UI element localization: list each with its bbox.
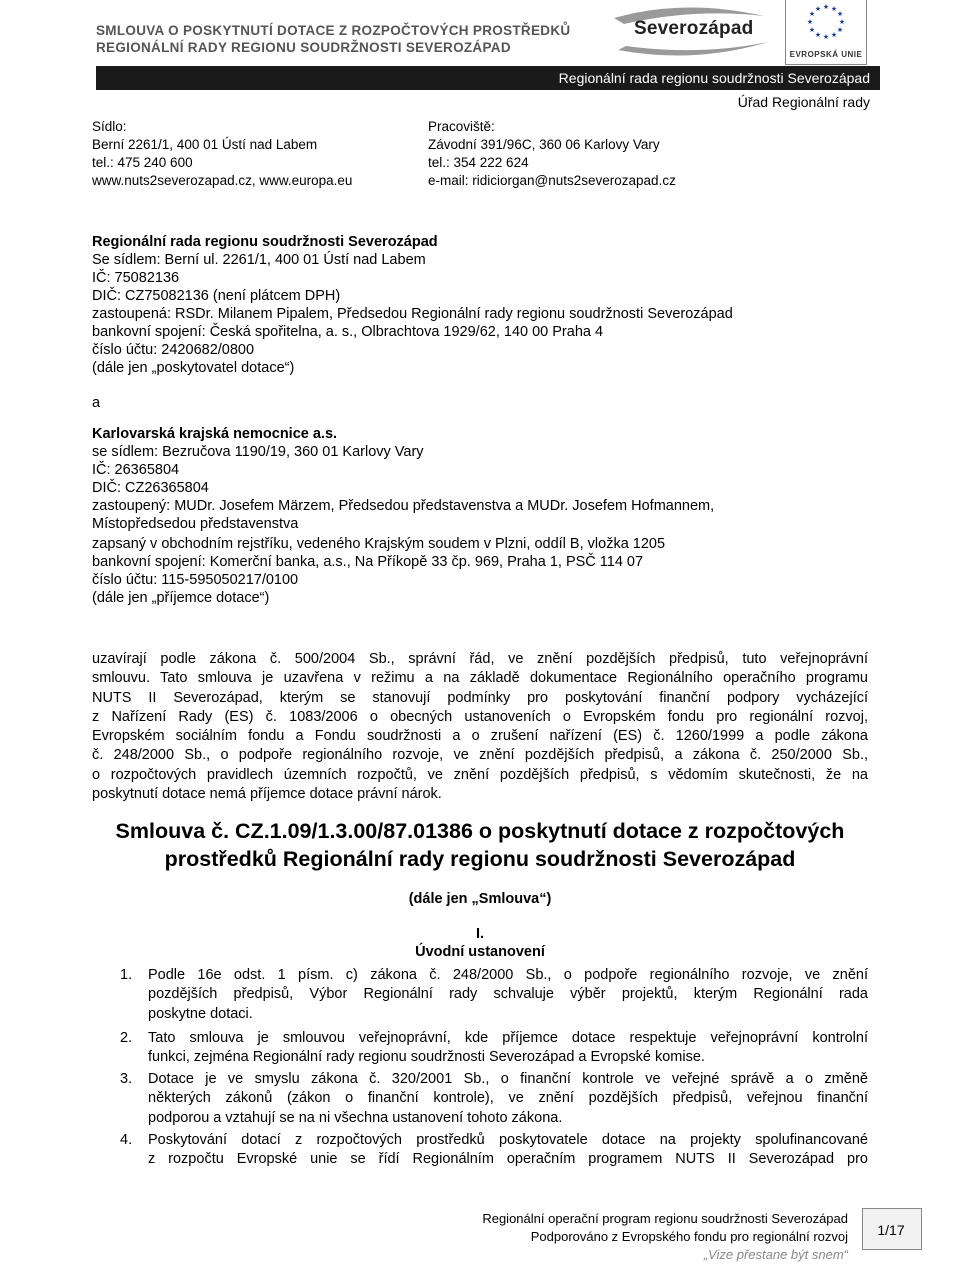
list-item-line: některých zákonů (zákon o finanční kontrole), ve znění pozdějších předpisů, veřejnou finanční: [148, 1090, 868, 1107]
party2-ic: IČ: 26365804: [92, 462, 180, 478]
logo-text: Severozápad: [634, 18, 754, 39]
list-item: [120, 1070, 868, 1130]
svg-text:★: ★: [808, 10, 816, 18]
contract-alias: (dále jen „Smlouva“): [408, 891, 552, 907]
page-footer: [482, 1210, 848, 1264]
list-item-line: poskytne dotaci.: [148, 1005, 253, 1022]
list-item-number: 4.: [120, 1132, 133, 1148]
svg-text:★: ★: [830, 31, 838, 39]
party1-rep: zastoupená: RSDr. Milanem Pipalem, Předsedou Regionální rady regionu soudržnosti Severozápad: [92, 306, 733, 322]
intro-line: z Nařízení Rady (ES) č. 1083/2006 o obecných ustanoveních o Evropském fondu pro regionální rozvoj,: [92, 708, 868, 725]
party1-seat: Se sídlem: Berní ul. 2261/1, 400 01 Ústí nad Labem: [92, 252, 426, 268]
list-item-number: 3.: [120, 1071, 133, 1087]
svg-text:★: ★: [836, 26, 844, 34]
svg-text:★: ★: [814, 31, 822, 39]
list-item-line: podporou a vztahují se na ni všechna ustanovení tohoto zákona.: [148, 1109, 563, 1126]
svg-text:★: ★: [808, 26, 816, 34]
party1-ic: IČ: 75082136: [92, 270, 180, 286]
contact-left: [92, 118, 352, 190]
svg-text:★: ★: [822, 3, 830, 11]
document-header-title: [96, 22, 570, 56]
footer-fund: Podporováno z Evropského fondu pro regionální rozvoj: [530, 1229, 848, 1244]
party1-dic: DIČ: CZ75082136 (není plátcem DPH): [92, 288, 341, 304]
contact-left-label: Sídlo:: [92, 119, 127, 134]
svg-text:★: ★: [836, 10, 844, 18]
party2-account: číslo účtu: 115-595050217/0100: [92, 572, 299, 588]
party2-register: zapsaný v obchodním rejstříku, vedeného Krajským soudem v Plzni, oddíl B, vložka 1205: [92, 536, 666, 552]
office-label: Úřad Regionální rady: [737, 94, 870, 110]
intro-line: Evropském sociálním fondu a Fondu soudržnosti a o zrušení nařízení (ES) č. 1260/1999 a podle zákona: [92, 728, 868, 745]
header-title-line1: SMLOUVA O POSKYTNUTÍ DOTACE Z ROZPOČTOVÝCH PROSTŘEDKŮ: [96, 23, 571, 38]
contract-title-line1: Smlouva č. CZ.1.09/1.3.00/87.01386 o poskytnutí dotace z rozpočtových: [115, 819, 845, 843]
svg-text:★: ★: [830, 5, 838, 13]
eu-label: EVROPSKÁ UNIE: [789, 50, 863, 59]
eu-stars-icon: [786, 0, 866, 48]
contact-left-phone: tel.: 475 240 600: [92, 155, 193, 170]
party1-name: Regionální rada regionu soudržnosti Severozápad: [92, 234, 438, 250]
party1-account: číslo účtu: 2420682/0800: [92, 342, 255, 358]
contact-left-web[interactable]: www.nuts2severozapad.cz, www.europa.eu: [92, 173, 353, 188]
party2-dic: DIČ: CZ26365804: [92, 480, 209, 496]
header-title-line2: REGIONÁLNÍ RADY REGIONU SOUDRŽNOSTI SEVEROZÁPAD: [96, 40, 511, 55]
header-bar-text: Regionální rada regionu soudržnosti Severozápad: [558, 70, 870, 86]
footer-slogan: „Vize přestane být snem“: [703, 1247, 848, 1262]
svg-text:★: ★: [806, 18, 814, 26]
intro-line: smlouvu. Tato smlouva je uzavřena v režimu a na základě dokumentace Regionálního operačního programu: [92, 670, 868, 687]
list-item-line: Podle 16e odst. 1 písm. c) zákona č. 248/2000 Sb., o podpoře regionálního rozvoje, ve znění: [148, 967, 868, 983]
party2-alias: (dále jen „příjemce dotace“): [92, 590, 270, 606]
svg-text:★: ★: [814, 5, 822, 13]
party2-rep-cont: Místopředsedou představenstva: [92, 516, 299, 532]
svg-text:★: ★: [822, 33, 830, 41]
party1-bank: bankovní spojení: Česká spořitelna, a. s., Olbrachtova 1929/62, 140 00 Praha 4: [92, 324, 604, 340]
list-item: [120, 1131, 868, 1171]
list-item-line: funkci, zejména Regionální rady regionu soudržnosti Severozápad a Evropské komise.: [148, 1049, 705, 1066]
contact-left-address: Berní 2261/1, 400 01 Ústí nad Labem: [92, 137, 318, 152]
svg-text:★: ★: [838, 18, 846, 26]
intro-line: NUTS II Severozápad, kterým se stanovují podmínky pro poskytování finanční podpory vycházející: [92, 689, 868, 706]
section-title: Úvodní ustanovení: [415, 944, 545, 960]
contract-title-line2: prostředků Regionální rady regionu soudržnosti Severozápad: [164, 847, 796, 871]
list-item-number: 2.: [120, 1030, 133, 1046]
contact-right-address: Závodní 391/96C, 360 06 Karlovy Vary: [428, 137, 660, 152]
section-number: I.: [475, 926, 485, 942]
list-item-line: Dotace je ve smyslu zákona č. 320/2001 Sb., o finanční kontrole ve veřejné správě a o změně: [148, 1071, 868, 1087]
list-item: [120, 1029, 868, 1069]
contact-right: [428, 118, 676, 190]
contact-right-phone: tel.: 354 222 624: [428, 155, 529, 170]
list-item-number: 1.: [120, 967, 133, 983]
list-item-line: pozdějších předpisů, Výbor Regionální rady schvaluje výběr projektů, kterým Regionální rada: [148, 986, 868, 1003]
intro-line: poskytnutí dotace nemá příjemce dotace právní nárok.: [92, 786, 442, 803]
list-item-line: Poskytování dotací z rozpočtových prostředků poskytovatele dotace na projekty spolufinancované: [148, 1132, 868, 1148]
contact-right-label: Pracoviště:: [428, 119, 495, 134]
party2-name: Karlovarská krajská nemocnice a.s.: [92, 426, 338, 442]
footer-program: Regionální operační program regionu soudržnosti Severozápad: [482, 1211, 848, 1226]
intro-line: uzavírají podle zákona č. 500/2004 Sb., správní řád, ve znění pozdějších předpisů, tuto veřejnoprávní: [92, 651, 868, 667]
contract-title: [70, 817, 890, 873]
party1-alias: (dále jen „poskytovatel dotace“): [92, 360, 295, 376]
page-number: 1/17: [877, 1222, 905, 1238]
party2-rep: zastoupený: MUDr. Josefem Märzem, Předsedou představenstva a MUDr. Josefem Hofmannem,: [92, 498, 715, 514]
list-item-line: Tato smlouva je smlouvou veřejnoprávní, kde příjemce dotace respektuje veřejnoprávní kontrolní: [148, 1030, 868, 1046]
intro-line: o rozpočtových pravidlech územních rozpočtů, ve znění pozdějších předpisů, s vědomím skutečnosti, že na: [92, 766, 868, 783]
party2-bank: bankovní spojení: Komerční banka, a.s., Na Příkopě 33 čp. 969, Praha 1, PSČ 114 07: [92, 554, 644, 570]
intro-paragraph: [92, 650, 868, 804]
party2-seat: se sídlem: Bezručova 1190/19, 360 01 Karlovy Vary: [92, 444, 424, 460]
conjunction: a: [92, 395, 101, 411]
contact-right-email[interactable]: e-mail: ridiciorgan@nuts2severozapad.cz: [428, 173, 676, 188]
list-item-line: z rozpočtu Evropské unie se řídí Regionálním operačním programem NUTS II Severozápad pro: [148, 1151, 868, 1168]
intro-line: č. 248/2000 Sb., o podpoře regionálního rozvoje, ve znění pozdějších předpisů, a zákona č. 250/2000 Sb.,: [92, 747, 868, 764]
list-item: [120, 966, 868, 1026]
